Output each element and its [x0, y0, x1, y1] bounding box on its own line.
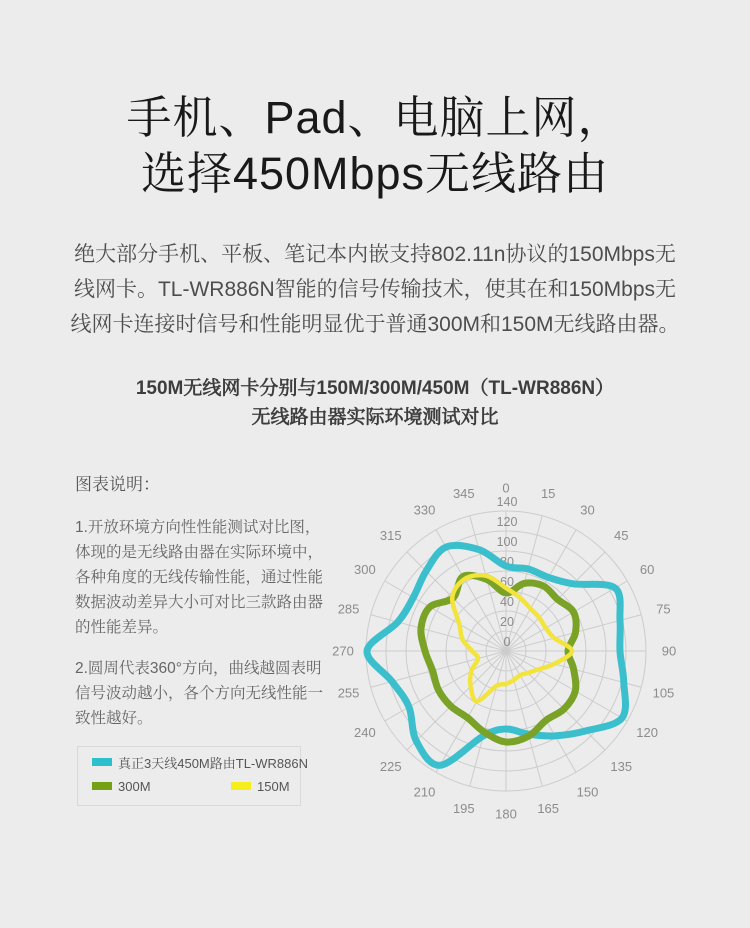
angle-label: 150 [576, 784, 599, 800]
notes-paragraph-2: 2.圆周代表360°方向，曲线越圆表明信号波动越小，各个方向无线性能一致性越好。 [75, 660, 324, 727]
comparison-subtitle [40, 374, 710, 432]
radial-label: 100 [496, 535, 518, 549]
grid-spoke [371, 615, 506, 651]
radial-label: 120 [496, 515, 518, 529]
notes-paragraph-1: 1.开放环境方向性性能测试对比图，体现的是无线路由器在实际环境中，各种角度的无线传输性能，通过性能数据波动差异大小可对比三款路由器的性能差异。 [75, 519, 324, 636]
angle-label: 30 [580, 502, 595, 518]
angle-label: 120 [636, 725, 659, 740]
grid-spoke [385, 651, 506, 721]
grid-spoke [503, 581, 627, 651]
angle-label: 45 [614, 528, 629, 544]
angle-label: 15 [540, 486, 556, 502]
angle-label: 225 [379, 758, 402, 774]
angle-label: 165 [537, 800, 560, 816]
legend-label-450m: 真正3天线450M路由TL-WR886N [118, 755, 308, 771]
radial-label: 140 [496, 495, 518, 509]
angle-label: 105 [652, 685, 675, 701]
radial-label: 40 [500, 595, 514, 609]
angle-label: 180 [495, 806, 517, 822]
radial-label: 0 [503, 635, 511, 649]
radar-chart-svg [286, 451, 726, 851]
notes-heading: 图表说明： [75, 475, 160, 494]
radar-chart [286, 451, 726, 851]
angle-label: 60 [639, 562, 655, 577]
subtitle-line-1: 150M无线网卡分别与150M/300M/450M（TL-WR886N） [135, 378, 615, 399]
radial-label: 80 [500, 555, 514, 569]
angle-label: 270 [332, 643, 354, 659]
intro-paragraph: 绝大部分手机、平板、笔记本内嵌支持802.11n协议的150Mbps无线网卡。TL-WR886N智能的信号传输技术，使其在和150Mbps无线网卡连接时信号和性能明显优于普通300M和150M无线路由器。 [70, 243, 680, 336]
title-line-2: 选择450Mbps无线路由 [140, 148, 610, 200]
radial-label: 20 [500, 615, 514, 629]
angle-label: 75 [656, 601, 671, 617]
legend-item-450m [92, 755, 308, 771]
legend-box [77, 746, 308, 806]
angle-label: 210 [413, 784, 436, 800]
grid-spoke [470, 651, 506, 786]
angle-label: 345 [452, 486, 475, 502]
legend-item-150m [231, 780, 290, 792]
angle-label: 240 [353, 725, 376, 740]
angle-label: 315 [379, 528, 402, 544]
legend-swatch-150m [231, 782, 251, 790]
angle-label: 0 [502, 480, 510, 496]
title-line-1: 手机、Pad、电脑上网， [126, 92, 624, 144]
main-title [0, 90, 750, 202]
angle-label: 285 [337, 601, 360, 617]
legend-label-150m: 150M [257, 778, 290, 794]
subtitle-line-2: 无线路由器实际环境测试对比 [251, 407, 499, 428]
angle-label: 255 [337, 685, 360, 701]
angle-label: 135 [610, 758, 633, 774]
legend-swatch-300m [92, 782, 112, 790]
angle-label: 90 [661, 643, 677, 659]
radial-label: 60 [500, 575, 514, 589]
legend-swatch-450m [92, 758, 112, 766]
legend-label-300m: 300M [118, 778, 151, 794]
angle-label: 330 [413, 502, 436, 518]
angle-label: 300 [353, 562, 376, 577]
legend-item-300m [92, 780, 151, 792]
angle-label: 195 [452, 800, 475, 816]
